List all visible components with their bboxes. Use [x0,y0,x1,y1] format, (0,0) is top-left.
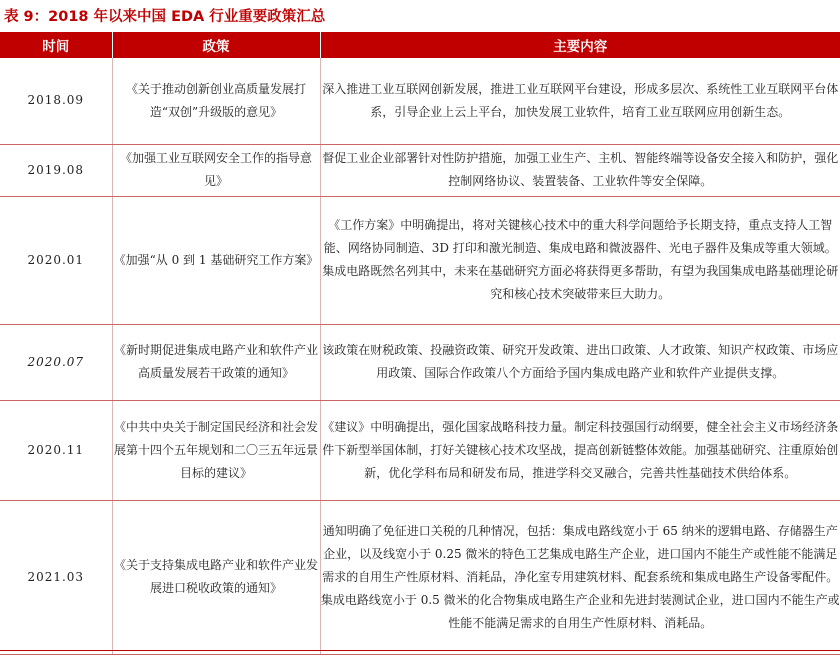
row-time: 2020.11 [0,400,112,500]
table-row [0,196,840,324]
row-time: 2019.08 [0,144,112,196]
bottom-rule [0,650,840,651]
row-time: 2020.01 [0,196,112,324]
row-content: 督促工业企业部署针对性防护措施，加强工业生产、主机、智能终端等设备安全接入和防护，强化控制网络协议、装置装备、工业软件等安全保障。 [320,144,840,196]
column-header-content: 主要内容 [320,32,840,58]
row-time: 2018.09 [0,58,112,144]
row-content: 该政策在财税政策、投融资政策、研究开发政策、进出口政策、人才政策、知识产权政策、市场应用政策、国际合作政策八个方面给予国内集成电路产业和软件产业提供支撑。 [320,324,840,400]
column-header-policy: 政策 [112,32,320,58]
table-row [0,500,840,654]
row-content: 《工作方案》中明确提出，将对关键核心技术中的重大科学问题给予长期支持，重点支持人工智能、网络协同制造、3D 打印和激光制造、集成电路和微波器件、光电子器件及集成等重大领域。集成电路既然名列其中，未来在基础研究方面必将获得更多帮助，有望为我国集成电路基础理论研究和核心技术突破带来巨大助力。 [320,196,840,324]
table-row [0,324,840,400]
column-header-time: 时间 [0,32,112,58]
table-title: 表 9：2018 年以来中国 EDA 行业重要政策汇总 [4,9,326,25]
row-policy: 《加强工业互联网安全工作的指导意见》 [112,144,320,196]
row-time: 2020.07 [0,324,112,400]
table-row [0,400,840,500]
row-policy: 《加强“从 0 到 1 基础研究工作方案》 [112,196,320,324]
row-policy: 《关于支持集成电路产业和软件产业发展进口税收政策的通知》 [112,500,320,654]
row-time: 2021.03 [0,500,112,654]
table-row [0,144,840,196]
table-header-row [0,32,840,58]
row-content: 深入推进工业互联网创新发展，推进工业互联网平台建设，形成多层次、系统性工业互联网平台体系，引导企业上云上平台，加快发展工业软件，培育工业互联网应用创新生态。 [320,58,840,144]
row-policy: 《关于推动创新创业高质量发展打造“双创”升级版的意见》 [112,58,320,144]
row-policy: 《新时期促进集成电路产业和软件产业高质量发展若干政策的通知》 [112,324,320,400]
row-content: 《建议》中明确提出，强化国家战略科技力量。制定科技强国行动纲要，健全社会主义市场经济条件下新型举国体制，打好关键核心技术攻坚战，提高创新链整体效能。加强基础研究、注重原始创新，优化学科布局和研发布局，推进学科交叉融合，完善共性基础技术供给体系。 [320,400,840,500]
policy-table [0,32,840,655]
row-content: 通知明确了免征进口关税的几种情况，包括：集成电路线宽小于 65 纳米的逻辑电路、存储器生产企业，以及线宽小于 0.25 微米的特色工艺集成电路生产企业，进口国内不能生产或性能不能满足需求的自用生产性原材料、消耗品，净化室专用建筑材料、配套系统和集成电路生产设备零配件。集成电路线宽小于 0.5 微米的化合物集成电路生产企业和先进封装测试企业，进口国内不能生产或性能不能满足需求的自用生产性原材料、消耗品。 [320,500,840,654]
table-row [0,58,840,144]
row-policy: 《中共中央关于制定国民经济和社会发展第十四个五年规划和二〇三五年远景目标的建议》 [112,400,320,500]
